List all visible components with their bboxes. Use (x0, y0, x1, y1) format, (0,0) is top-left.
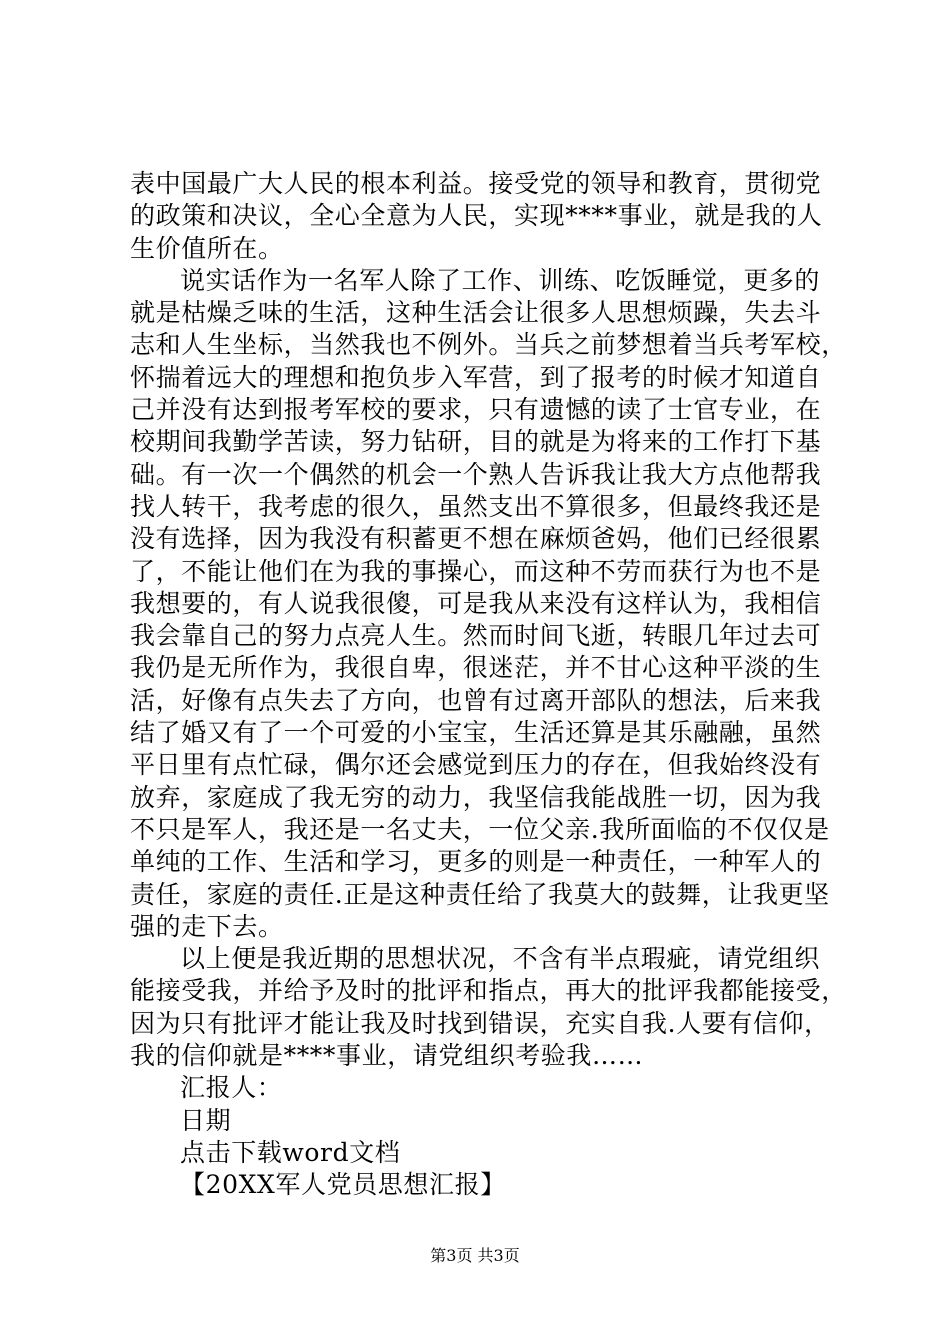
text-line: 怀揣着远大的理想和抱负步入军营，到了报考的时候才知道自 (130, 362, 822, 392)
text-line: 的政策和决议，全心全意为人民，实现****事业，就是我的人 (130, 201, 823, 231)
text-line: 就是枯燥乏味的生活，这种生活会让很多人思想烦躁，失去斗 (130, 298, 822, 328)
text-line: 平日里有点忙碌，偶尔还会感觉到压力的存在，但我始终没有 (130, 750, 822, 780)
document-title-link[interactable]: 【20XX军人党员思想汇报】 (180, 1170, 506, 1200)
text-line: 能接受我，并给予及时的批评和指点，再大的批评我都能接受， (130, 976, 847, 1006)
text-line: 了，不能让他们在为我的事操心，而这种不劳而获行为也不是 (130, 556, 822, 586)
text-line: 单纯的工作、生活和学习，更多的则是一种责任，一种军人的 (130, 847, 822, 877)
text-line: 生价值所在。 (130, 233, 284, 263)
text-line: 不只是军人，我还是一名丈夫，一位父亲.我所面临的不仅仅是 (130, 814, 830, 844)
text-line: 我的信仰就是****事业，请党组织考验我…… (130, 1041, 644, 1071)
text-line: 找人转干，我考虑的很久，虽然支出不算很多，但最终我还是 (130, 491, 822, 521)
text-line: 放弃，家庭成了我无穷的动力，我坚信我能战胜一切，因为我 (130, 782, 822, 812)
text-line: 因为只有批评才能让我及时找到错误，充实自我.人要有信仰， (130, 1008, 830, 1038)
text-line: 己并没有达到报考军校的要求，只有遗憾的读了士官专业，在 (130, 395, 822, 425)
text-line: 础。有一次一个偶然的机会一个熟人告诉我让我大方点他帮我 (130, 459, 822, 489)
text-line: 活，好像有点失去了方向，也曾有过离开部队的想法，后来我 (130, 685, 822, 715)
reporter-label: 汇报人： (180, 1073, 283, 1103)
text-line: 校期间我勤学苦读，努力钻研，目的就是为将来的工作打下基 (130, 427, 822, 457)
text-line: 表中国最广大人民的根本利益。接受党的领导和教育，贯彻党 (130, 169, 822, 198)
page-number-footer: 第3页 共3页 (430, 1246, 520, 1265)
document-body (130, 168, 847, 1202)
text-line: 我会靠自己的努力点亮人生。然而时间飞逝，转眼几年过去可 (130, 621, 822, 651)
text-line: 强的走下去。 (130, 911, 284, 941)
text-line: 我仍是无所作为，我很自卑，很迷茫，并不甘心这种平淡的生 (130, 653, 822, 683)
text-line: 没有选择，因为我没有积蓄更不想在麻烦爸妈，他们已经很累 (130, 524, 822, 554)
date-label: 日期 (180, 1105, 232, 1135)
download-word-link[interactable]: 点击下载word文档 (180, 1137, 401, 1167)
text-line: 志和人生坐标，当然我也不例外。当兵之前梦想着当兵考军校， (130, 330, 847, 360)
text-line: 我想要的，有人说我很傻，可是我从来没有这样认为，我相信 (130, 588, 822, 618)
paragraph-start-line: 说实话作为一名军人除了工作、训练、吃饭睡觉，更多的 (180, 265, 821, 295)
text-line: 责任，家庭的责任.正是这种责任给了我莫大的鼓舞，让我更坚 (130, 879, 830, 909)
text-line: 结了婚又有了一个可爱的小宝宝，生活还算是其乐融融，虽然 (130, 718, 822, 748)
paragraph-start-line: 以上便是我近期的思想状况，不含有半点瑕疵，请党组织 (180, 944, 821, 974)
